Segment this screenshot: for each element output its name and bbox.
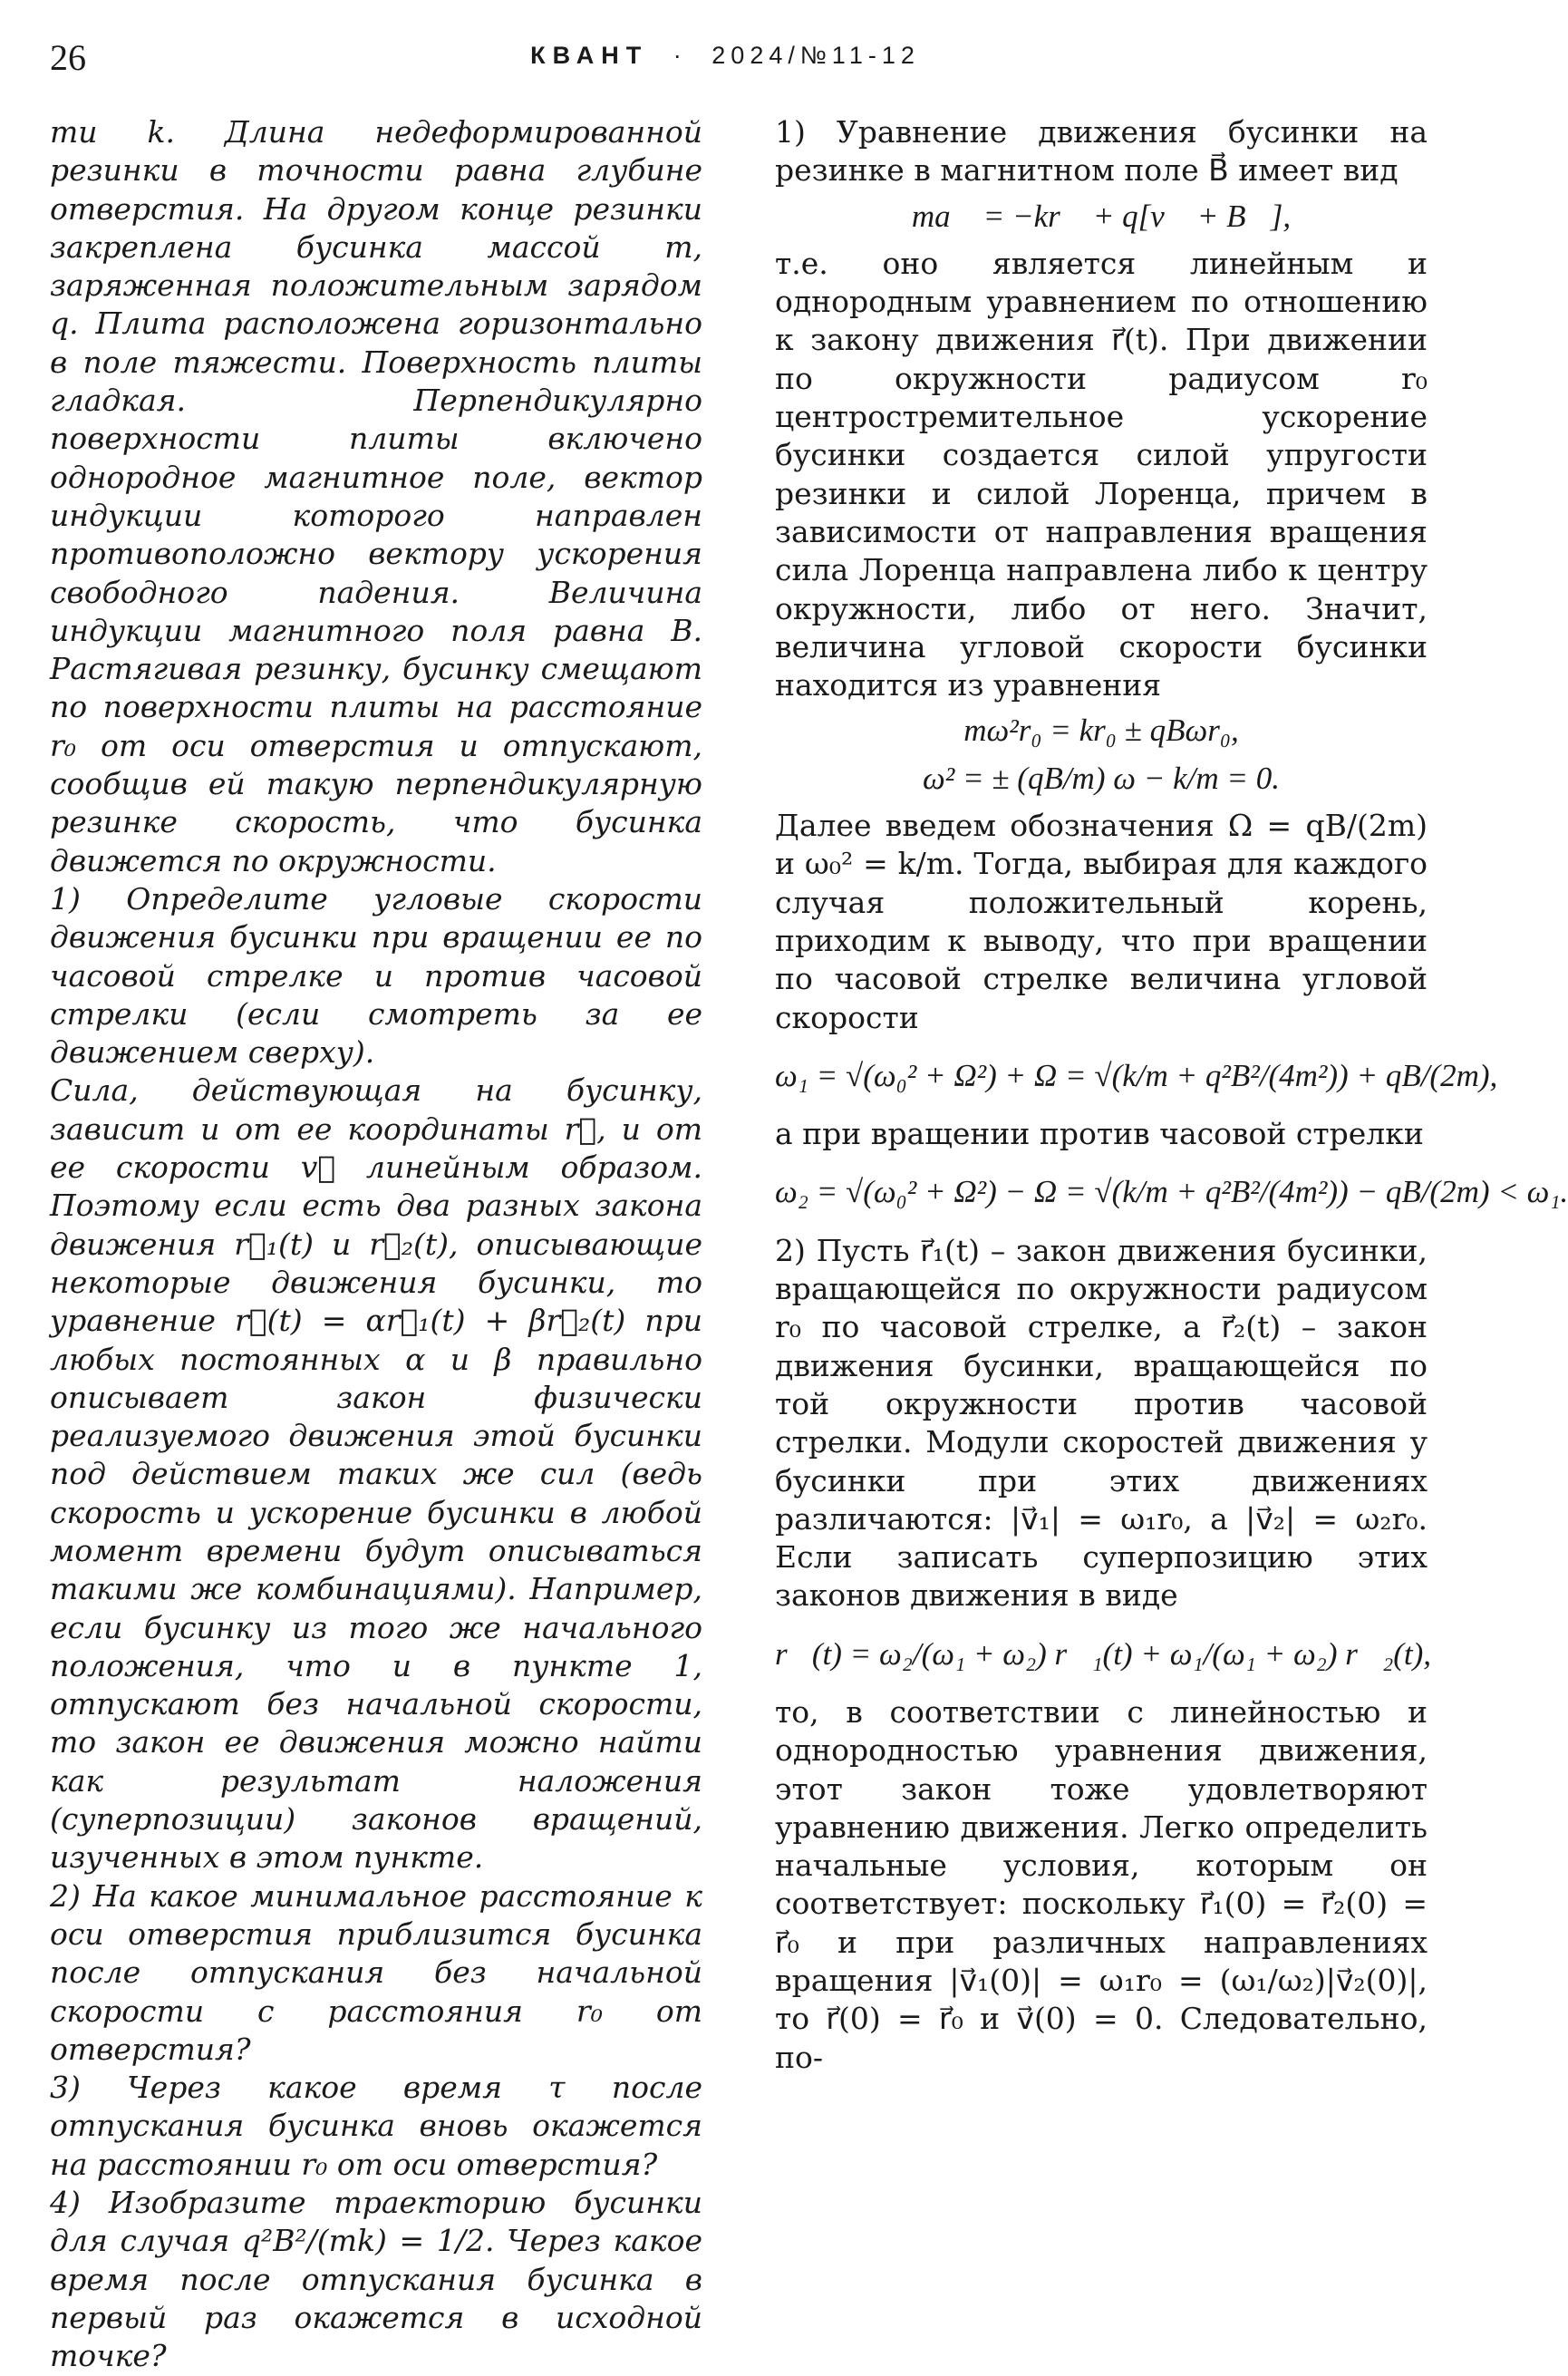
- solution-2-continuation: то, в соответствии с линейностью и однородностью уравнения движения, этот закон тоже удовлетворяют уравнению движения. Легко определить начальные условия, которым он соответствует: поскольку r⃗₁(0) = r⃗₂(0) = r⃗₀ и при различных направлениях вращения |v⃗₁(0)| = ω₁r₀ = (ω₁/ω₂)|v⃗₂(0)|, то r⃗(0) = r⃗₀ и v⃗(0) = 0. Следовательно, по-: [775, 1693, 1428, 2075]
- notation-text: Далее введем обозначения Ω = qB/(2m) и ω₀² = k/m. Тогда, выбирая для каждого случая положительный корень, приходим к выводу, что при вращении по часовой стрелке величина угловой скорости: [775, 808, 1428, 1035]
- page-number: 26: [50, 37, 86, 78]
- page-header: [0, 0, 1450, 100]
- omega-1-formula: ω₁ = √(ω₀² + Ω²) + Ω = √(k/m + q²B²/(4m²)) + qB/(2m),: [775, 1057, 1498, 1093]
- omega-2-formula: ω₂ = √(ω₀² + Ω²) − Ω = √(k/m + q²B²/(4m²)) − qB/(2m) < ω₁.: [775, 1174, 1568, 1210]
- right-column: [775, 113, 1568, 2077]
- superposition-formula: r⃗(t) = ω₂/(ω₁ + ω₂) r⃗₁(t) + ω₁/(ω₁ + ω₂) r⃗₂(t),: [775, 1635, 1432, 1672]
- counterclockwise-text: а при вращении против часовой стрелки: [775, 1116, 1424, 1152]
- question-4: 4) Изобразите траекторию бусинки для случая q²B²/(mk) = 1/2. Через какое время после отпускания бусинка в первый раз окажется в исходной точке?: [50, 2185, 702, 2374]
- journal-title: КВАНТ: [530, 42, 649, 69]
- problem-statement: ти k. Длина недеформированной резинки в точности равна глубине отверстия. На другом конце резинки закреплена бусинка массой m, заряженная положительным зарядом q. Плита расположена горизонтально в поле тяжести. Поверхность плиты гладкая. Перпендикулярно поверхности плиты включено однородное магнитное поле, вектор индукции которого направлен противоположно вектору ускорения свободного падения. Величина индукции магнитного поля равна B. Растягивая резинку, бусинку смещают по поверхности плиты на расстояние r₀ от оси отверстия и отпускают, сообщив ей такую перпендикулярную резинке скорость, что бусинка движется по окружности.: [50, 114, 702, 878]
- solution-1-text: т.е. оно является линейным и однородным уравнением по отношению к закону движения r⃗(t). При движении по окружности радиусом r₀ центростремительное ускорение бусинки создается силой упругости резинки и силой Лоренца, причем в зависимости от направления вращения сила Лоренца направлена либо к центру окружности, либо от него. Значит, величина угловой скорости бусинки находится из уравнения: [775, 245, 1428, 703]
- issue-number: 2024/№11-12: [711, 42, 920, 69]
- solution-2-text: 2) Пусть r⃗₁(t) – закон движения бусинки, вращающейся по окружности радиусом r₀ по часовой стрелке, а r⃗₂(t) – закон движения бусинки, вращающейся по той окружности против часовой стрелки. Модули скоростей движения у бусинки при этих движениях различаются: |v⃗₁| = ω₁r₀, а |v⃗₂| = ω₂r₀. Если записать суперпозицию этих законов движения в виде: [775, 1232, 1428, 1614]
- solution-1-intro: 1) Уравнение движения бусинки на резинке в магнитном поле B⃗ имеет вид: [775, 114, 1428, 189]
- question-2: 2) На какое минимальное расстояние к оси отверстия приблизится бусинка после отпускания без начальной скорости с расстояния r₀ от отверстия?: [50, 1877, 702, 2067]
- angular-velocity-equation: mω²r₀ = kr₀ ± qBωr₀,: [963, 713, 1239, 749]
- question-3: 3) Через какое время τ после отпускания бусинка вновь окажется на расстоянии r₀ от оси отверстия?: [50, 2070, 702, 2182]
- quadratic-equation: ω² = ± (qB/m) ω − k/m = 0.: [923, 760, 1280, 796]
- running-head: [0, 42, 1450, 70]
- header-separator: ·: [673, 42, 687, 69]
- equation-of-motion: ma⃗ = −kr⃗ + q[v⃗ + B⃗],: [911, 198, 1292, 234]
- left-column: [50, 113, 702, 2376]
- superposition-hint: Сила, действующая на бусинку, зависит и от ее координаты r⃗, и от ее скорости v⃗ линейным образом. Поэтому если есть два разных закона движения r⃗₁(t) и r⃗₂(t), описывающие некоторые движения бусинки, то уравнение r⃗(t) = αr⃗₁(t) + βr⃗₂(t) при любых постоянных α и β правильно описывает закон физически реализуемого движения этой бусинки под действием таких же сил (ведь скорость и ускорение бусинки в любой момент времени будут описываться такими же комбинациями). Например, если бусинку из того же начального положения, что и в пункте 1, отпускают без начальной скорости, то закон ее движения можно найти как результат наложения (суперпозиции) законов вращений, изученных в этом пункте.: [50, 1072, 702, 1876]
- question-1: 1) Определите угловые скорости движения бусинки при вращении ее по часовой стрелке и против часовой стрелки (если смотреть за ее движением сверху).: [50, 880, 702, 1071]
